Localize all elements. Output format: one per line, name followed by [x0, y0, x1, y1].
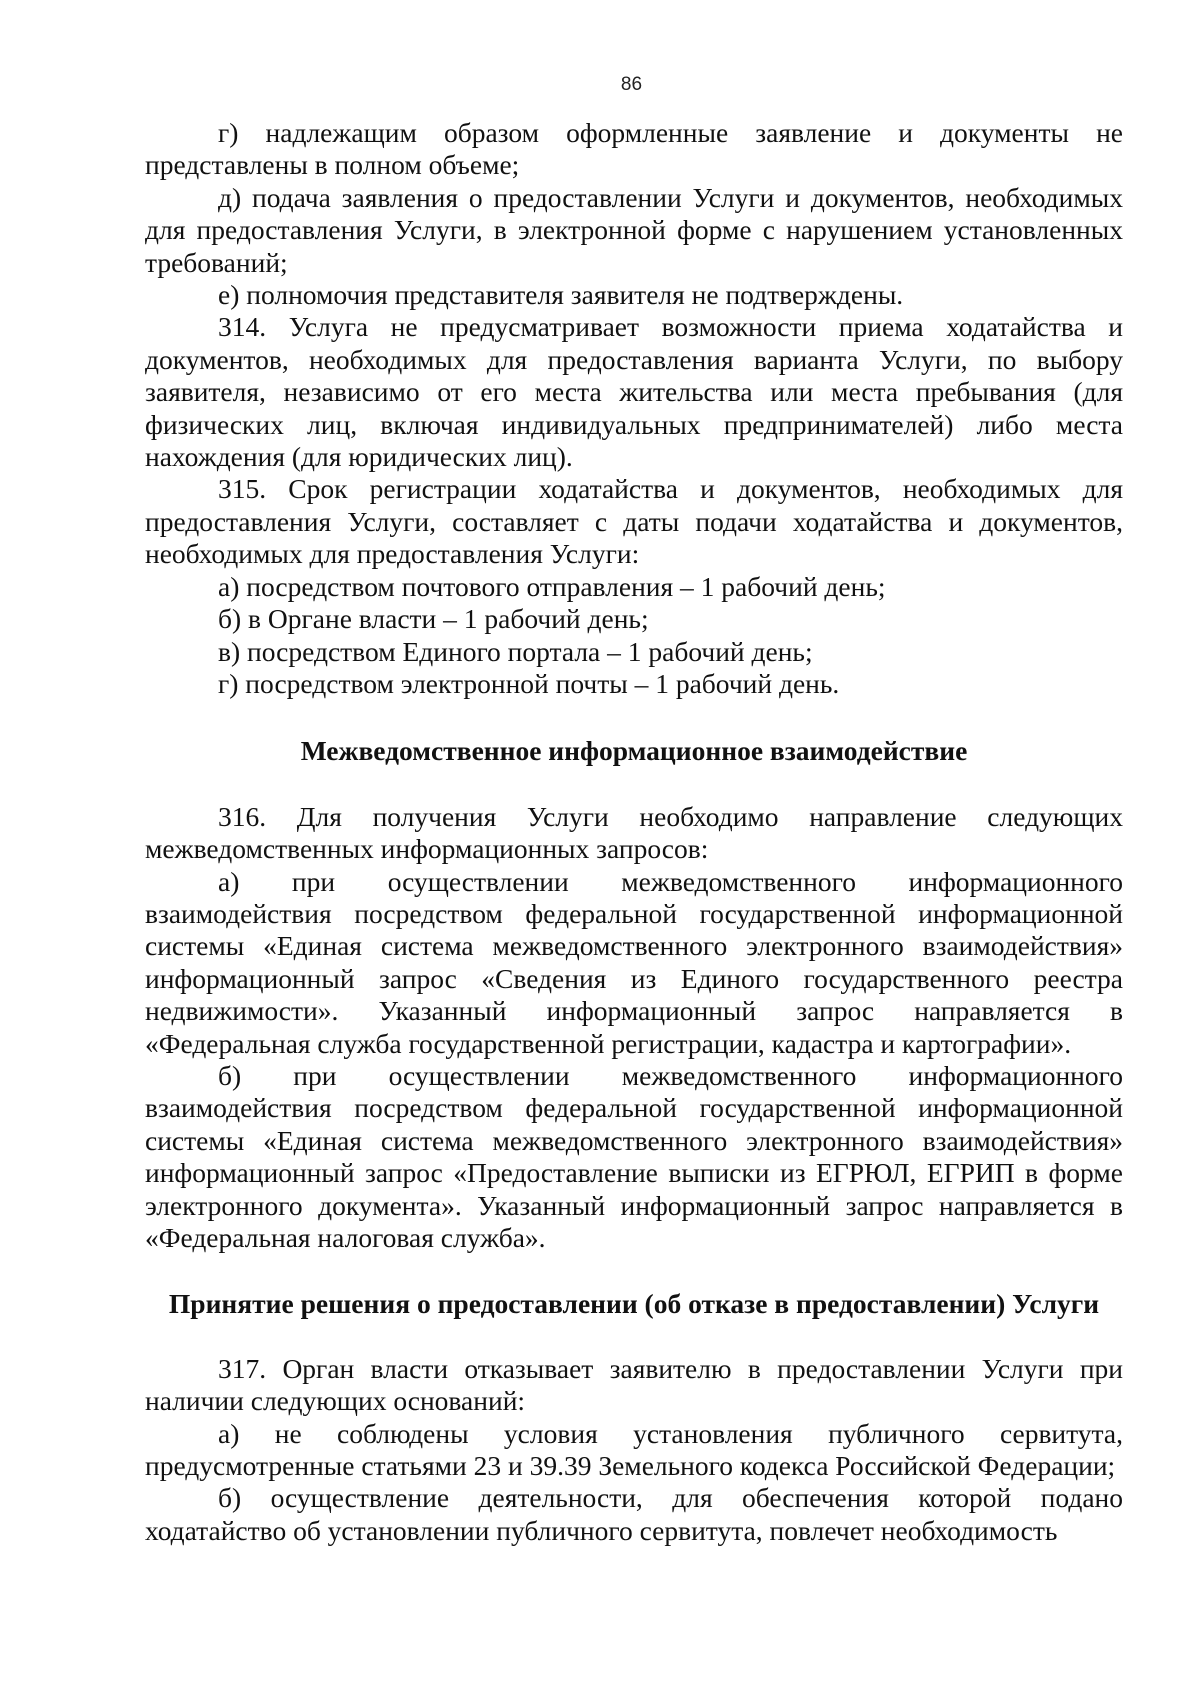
paragraph: б) в Органе власти – 1 рабочий день; [218, 603, 649, 635]
section-interagency [145, 801, 1123, 1255]
section-grounds-list [145, 117, 1123, 700]
paragraph: 315. Срок регистрации ходатайства и документов, необходимых для предоставления Услуги, составляет с даты подачи ходатайства и документов, необходимых для предоставления Услуги: [145, 473, 1123, 570]
paragraph: 316. Для получения Услуги необходимо направление следующих межведомственных информационных запросов: [145, 800, 1123, 865]
section-heading-interagency: Межведомственное информационное взаимодействие [300, 735, 968, 767]
paragraph: е) полномочия представителя заявителя не подтверждены. [218, 279, 904, 311]
paragraph: 314. Услуга не предусматривает возможности приема ходатайства и документов, необходимых для предоставления варианта Услуги, по выбору заявителя, независимо от его места жительства или места пребывания (для физических лиц, включая индивидуальных предпринимателей) либо места нахождения (для юридических лиц). [145, 311, 1123, 473]
paragraph: а) посредством почтового отправления – 1 рабочий день; [218, 570, 886, 602]
paragraph: в) посредством Единого портала – 1 рабочий день; [218, 635, 813, 667]
document-body [145, 117, 1123, 1547]
section-heading-decision: Принятие решения о предоставлении (об отказе в предоставлении) Услуги [168, 1288, 1100, 1320]
paragraph: а) при осуществлении межведомственного информационного взаимодействия посредством федеральной государственной информационной системы «Единая система межведомственного электронного взаимодействия» информационный запрос «Сведения из Единого государственного реестра недвижимости». Указанный информационный запрос направляется в «Федеральная служба государственной регистрации, кадастра и картографии». [145, 865, 1123, 1059]
paragraph: г) надлежащим образом оформленные заявление и документы не представлены в полном объеме; [145, 117, 1123, 181]
section-decision [145, 1353, 1123, 1547]
paragraph: б) осуществление деятельности, для обеспечения которой подано ходатайство об установлении публичного сервитута, повлечет необходимость [145, 1482, 1123, 1546]
paragraph: б) при осуществлении межведомственного информационного взаимодействия посредством федеральной государственной информационной системы «Единая система межведомственного электронного взаимодействия» информационный запрос «Предоставление выписки из ЕГРЮЛ, ЕГРИП в форме электронного документа». Указанный информационный запрос направляется в «Федеральная налоговая служба». [145, 1059, 1123, 1253]
paragraph: а) не соблюдены условия установления публичного сервитута, предусмотренные статьями 23 и 39.39 Земельного кодекса Российской Федерации; [145, 1417, 1123, 1482]
paragraph: д) подача заявления о предоставлении Услуги и документов, необходимых для предоставления Услуги, в электронной форме с нарушением установленных требований; [145, 181, 1123, 278]
paragraph: 317. Орган власти отказывает заявителю в предоставлении Услуги при наличии следующих оснований: [145, 1352, 1123, 1417]
page-number: 86 [620, 74, 643, 95]
paragraph: г) посредством электронной почты – 1 рабочий день. [218, 667, 840, 699]
